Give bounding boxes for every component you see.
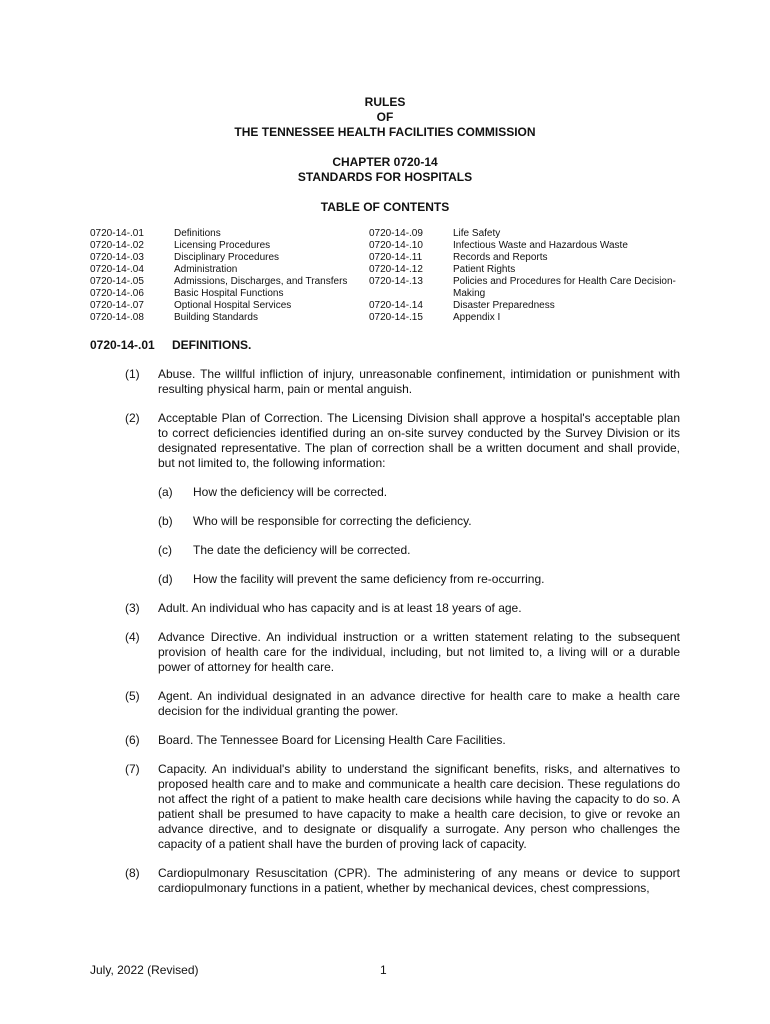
page-number: 1 bbox=[380, 963, 387, 977]
subitem-text: How the facility will prevent the same deficiency from re-occurring. bbox=[193, 572, 545, 586]
toc-entry-title: Disciplinary Procedures bbox=[174, 252, 280, 263]
header-line-commission: THE TENNESSEE HEALTH FACILITIES COMMISSION bbox=[234, 125, 536, 139]
subitem bbox=[158, 485, 680, 500]
definition-text: Capacity. An individual's ability to understand the significant benefits, risks, and alternatives to proposed health care and to make and communicate a health care decision. These regulations do not affect the right of a patient to make health care decisions while having the capacity to do so. A patient shall be presumed to have capacity to make a health care decision, to give or revoke an advance directive, and to designate or disqualify a surrogate. Any person who challenges the capacity of a patient shall have the burden of proving lack of capacity. bbox=[158, 762, 680, 851]
definition-number: (5) bbox=[125, 689, 140, 703]
toc-num: 0720-14-.14 bbox=[369, 300, 423, 311]
definition-number: (6) bbox=[125, 733, 140, 747]
definition-number: (3) bbox=[125, 601, 140, 615]
toc-entry-title: Infectious Waste and Hazardous Waste bbox=[453, 240, 628, 251]
toc-row bbox=[369, 276, 693, 300]
toc-row bbox=[369, 252, 693, 264]
toc-num: 0720-14-.06 bbox=[90, 288, 144, 299]
toc-num: 0720-14-.15 bbox=[369, 312, 423, 323]
toc-num: 0720-14-.02 bbox=[90, 240, 144, 251]
toc-row bbox=[90, 288, 364, 300]
toc-entry-title: Life Safety bbox=[453, 228, 501, 239]
definition-item bbox=[90, 601, 680, 616]
subitem-number: (b) bbox=[158, 514, 173, 528]
subitem-text: The date the deficiency will be corrected. bbox=[193, 543, 411, 557]
footer-date: July, 2022 (Revised) bbox=[90, 963, 199, 977]
toc-right-column bbox=[369, 228, 693, 324]
toc-row bbox=[90, 252, 364, 264]
definition-text: Abuse. The willful infliction of injury, unreasonable confinement, intimidation or punishment with resulting physical harm, pain or mental anguish. bbox=[158, 367, 680, 396]
subitem bbox=[158, 514, 680, 529]
subitem-number: (d) bbox=[158, 572, 173, 586]
toc-num: 0720-14-.08 bbox=[90, 312, 144, 323]
toc-num: 0720-14-.09 bbox=[369, 228, 423, 239]
toc-left-column bbox=[90, 228, 364, 324]
chapter-title: STANDARDS FOR HOSPITALS bbox=[297, 170, 473, 184]
definition-item bbox=[90, 411, 680, 587]
definition-item bbox=[90, 630, 680, 675]
section-title: DEFINITIONS. bbox=[172, 338, 252, 352]
toc-entry-title: Optional Hospital Services bbox=[174, 300, 292, 311]
toc-title: TABLE OF CONTENTS bbox=[320, 200, 450, 214]
toc-entry-title: Administration bbox=[174, 264, 238, 275]
definitions-list bbox=[90, 367, 680, 910]
definition-text: Agent. An individual designated in an advance directive for health care to make a health care decision for the individual granting the power. bbox=[158, 689, 680, 718]
toc-entry-title: Policies and Procedures for Health Care Decision-Making bbox=[453, 276, 676, 299]
subitem-number: (a) bbox=[158, 485, 173, 499]
definition-text: Acceptable Plan of Correction. The Licensing Division shall approve a hospital's acceptable plan to correct deficiencies identified during an on-site survey conducted by the Survey Division or its designated representative. The plan of correction shall be a written document and shall provide, but not limited to, the following information: bbox=[158, 411, 680, 470]
definition-text: Adult. An individual who has capacity and is at least 18 years of age. bbox=[158, 601, 522, 615]
toc-row bbox=[369, 240, 693, 252]
definition-number: (7) bbox=[125, 762, 140, 776]
subitem-text: Who will be responsible for correcting the deficiency. bbox=[193, 514, 472, 528]
subitem bbox=[158, 543, 680, 558]
toc-num: 0720-14-.03 bbox=[90, 252, 144, 263]
document-header bbox=[0, 95, 770, 215]
toc-entry-title: Definitions bbox=[174, 228, 221, 239]
toc-row bbox=[369, 312, 693, 324]
definition-item bbox=[90, 866, 680, 896]
toc-row bbox=[90, 312, 364, 324]
section-heading bbox=[90, 338, 251, 353]
toc-num: 0720-14-.10 bbox=[369, 240, 423, 251]
toc-num: 0720-14-.12 bbox=[369, 264, 423, 275]
definition-number: (1) bbox=[125, 367, 140, 381]
definition-body bbox=[158, 411, 680, 587]
toc-num: 0720-14-.04 bbox=[90, 264, 144, 275]
toc-num: 0720-14-.01 bbox=[90, 228, 144, 239]
toc-num: 0720-14-.07 bbox=[90, 300, 144, 311]
toc-entry-title: Disaster Preparedness bbox=[453, 300, 555, 311]
header-line-rules: RULES bbox=[364, 95, 406, 109]
definition-number: (8) bbox=[125, 866, 140, 880]
subitem bbox=[158, 572, 680, 587]
definition-text: Advance Directive. An individual instruction or a written statement relating to the subsequent provision of health care for the individual, including, but not limited to, a living will or a durable power of attorney for health care. bbox=[158, 630, 680, 674]
definition-item bbox=[90, 367, 680, 397]
toc-row bbox=[369, 300, 693, 312]
toc-row bbox=[90, 300, 364, 312]
toc-row bbox=[90, 240, 364, 252]
toc-row bbox=[90, 228, 364, 240]
chapter-number: CHAPTER 0720-14 bbox=[332, 155, 438, 169]
toc-entry-title: Licensing Procedures bbox=[174, 240, 271, 251]
toc-entry-title: Basic Hospital Functions bbox=[174, 288, 284, 299]
definition-item bbox=[90, 762, 680, 852]
toc-entry-title: Building Standards bbox=[174, 312, 258, 323]
subitem-text: How the deficiency will be corrected. bbox=[193, 485, 388, 499]
definition-number: (2) bbox=[125, 411, 140, 425]
section-number: 0720-14-.01 bbox=[90, 338, 155, 352]
toc-row bbox=[90, 264, 364, 276]
subitem-number: (c) bbox=[158, 543, 172, 557]
toc-entry-title: Patient Rights bbox=[453, 264, 516, 275]
toc-row bbox=[369, 228, 693, 240]
toc-num: 0720-14-.13 bbox=[369, 276, 423, 287]
toc-row bbox=[90, 276, 364, 288]
definition-text: Cardiopulmonary Resuscitation (CPR). The administering of any means or device to support cardiopulmonary functions in a patient, whether by mechanical devices, chest compressions, bbox=[158, 866, 680, 895]
toc-num: 0720-14-.05 bbox=[90, 276, 144, 287]
toc-num: 0720-14-.11 bbox=[369, 252, 423, 263]
toc-entry-title: Records and Reports bbox=[453, 252, 548, 263]
toc-row bbox=[369, 264, 693, 276]
definition-text: Board. The Tennessee Board for Licensing Health Care Facilities. bbox=[158, 733, 506, 747]
definition-item bbox=[90, 689, 680, 719]
toc-entry-title: Appendix I bbox=[453, 312, 501, 323]
header-line-of: OF bbox=[376, 110, 394, 124]
definition-number: (4) bbox=[125, 630, 140, 644]
toc-entry-title: Admissions, Discharges, and Transfers bbox=[174, 276, 348, 287]
definition-item bbox=[90, 733, 680, 748]
